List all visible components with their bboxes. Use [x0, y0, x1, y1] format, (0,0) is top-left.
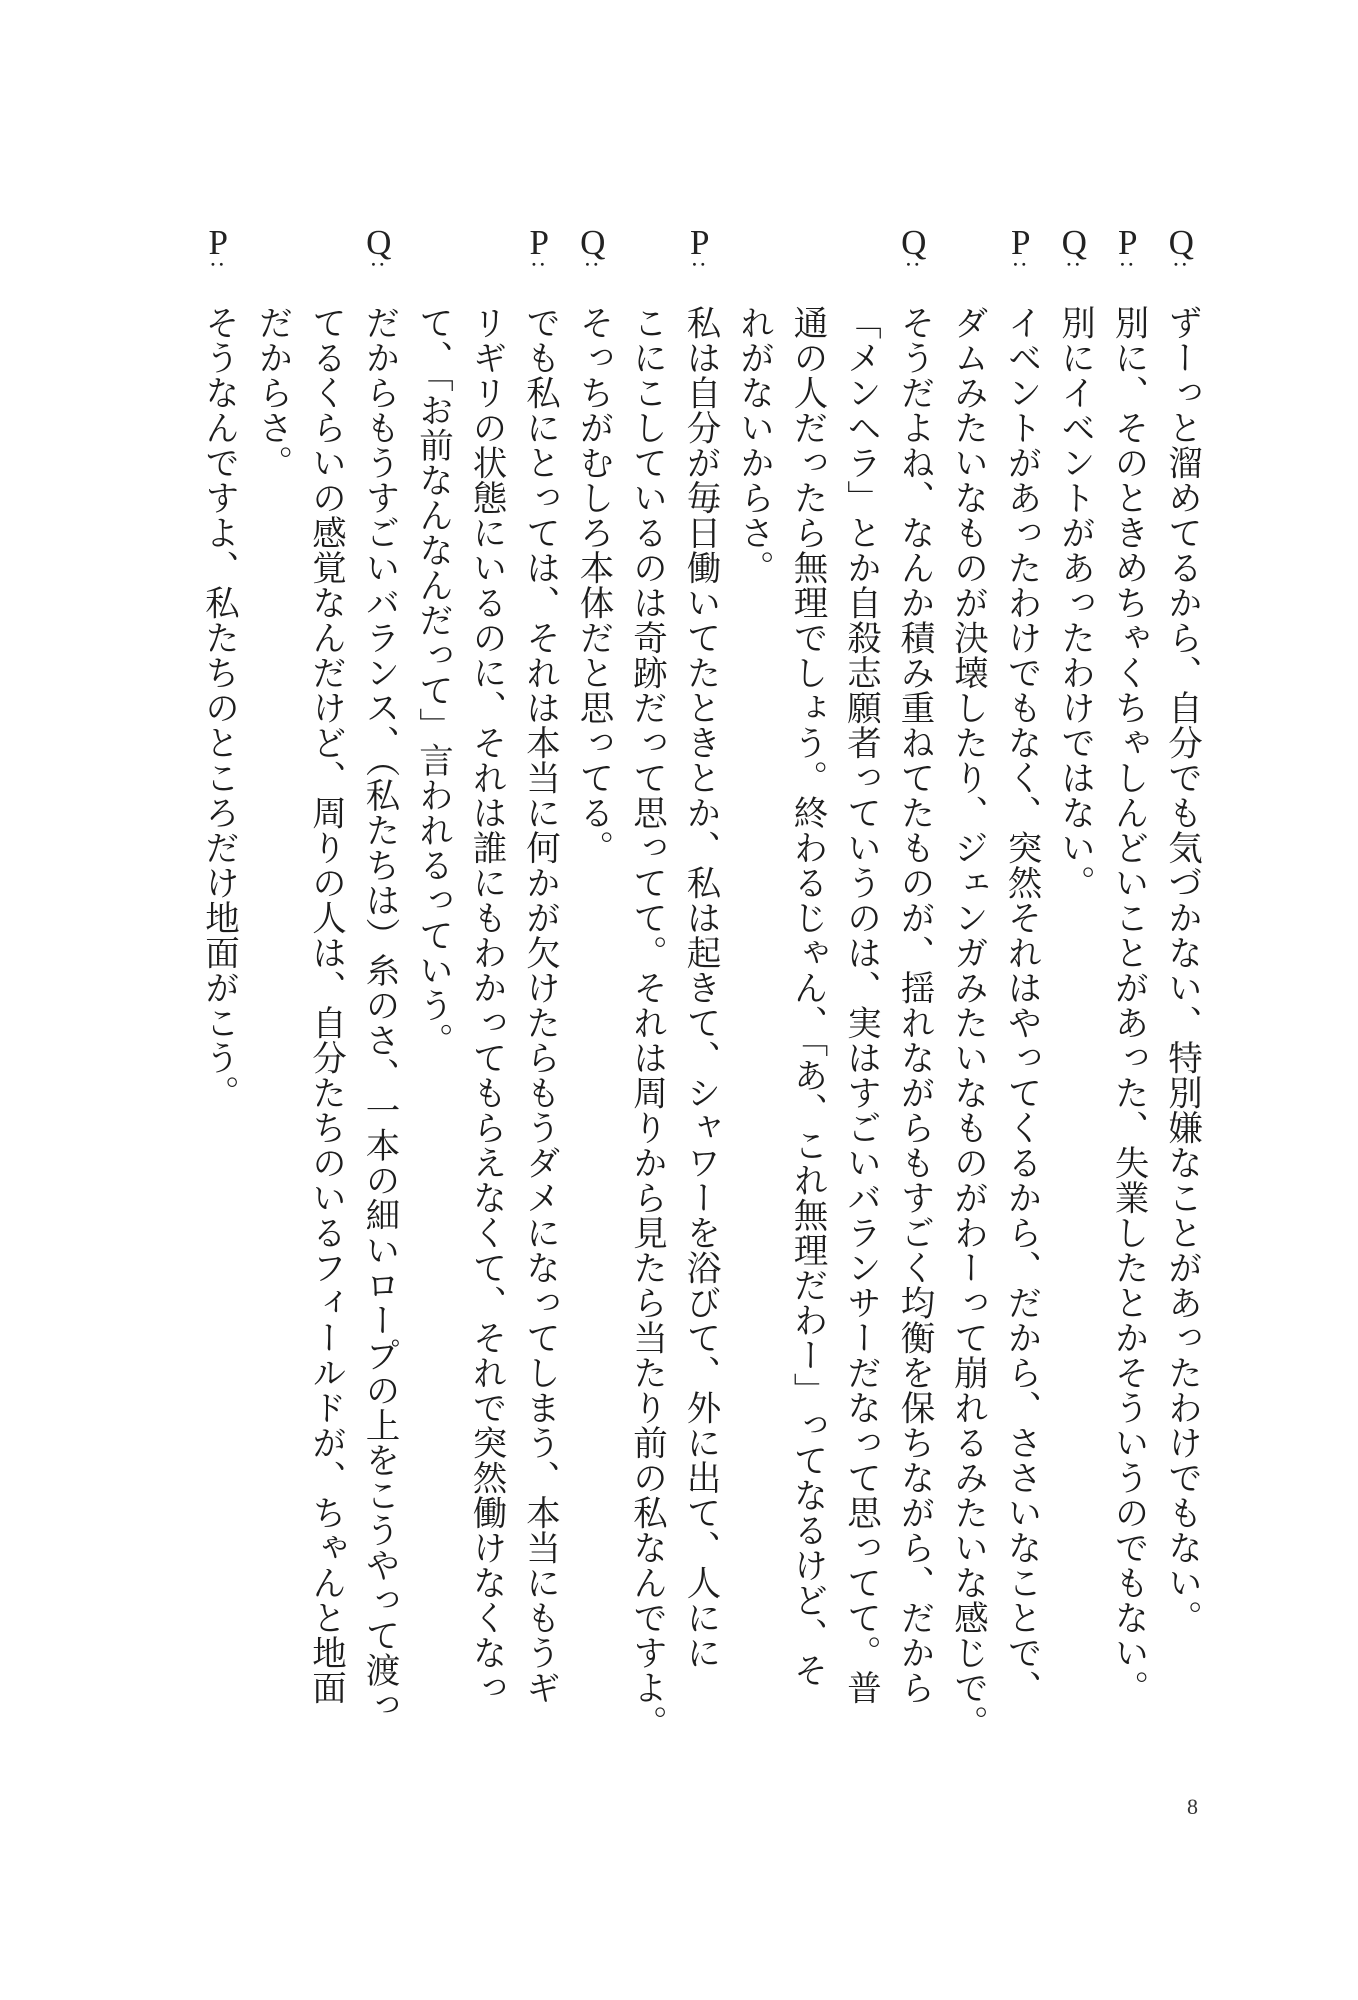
text-column-5 [941, 225, 995, 1740]
dialogue-text: 「メンヘラ」とか自殺志願者っていうのは、実はすごいバランサーだなって思ってて。普 [840, 305, 881, 1705]
dialogue-text: リギリの状態にいるのに、それは誰にもわかってもらえなくて、それで突然働けなくなっ [466, 305, 506, 1705]
text-column-17 [299, 225, 353, 1705]
text-column-12 [566, 225, 620, 1645]
dialogue-text: れがないからさ。 [733, 305, 774, 585]
dialogue-text: ダムみたいなものが決壊したり、ジェンガみたいなものがわーって崩れるみたいな感じで。 [947, 305, 988, 1740]
speaker-label: P : [686, 223, 713, 268]
speaker-label: P : [205, 223, 232, 268]
text-column-3 [1048, 225, 1102, 1645]
text-column-13 [513, 223, 567, 1705]
dialogue-text: だからもうすごいバランス、（私たちは）糸のさ、一本の細いロープの上をこうやって渡っ [359, 305, 399, 1723]
dialogue-text: ずーっと溜めてるから、自分でも気づかない、特別嫌なことがあったわけでもない。 [1161, 305, 1202, 1635]
speaker-label: P : [1007, 223, 1034, 268]
dialogue-text: て、「お前なんなんだって」言われるっていう。 [412, 305, 453, 1058]
dialogue-text: 私は自分が毎日働いてたときとか、私は起きて、シャワーを浴びて、外に出て、人にに [680, 305, 720, 1670]
dialogue-text: 別に、そのときめちゃくちゃしんどいことがあった、失業したとかそういうのでもない。 [1108, 305, 1148, 1705]
text-column-14 [459, 225, 513, 1705]
dialogue-text: でも私にとっては、それは本当に何かが欠けたらもうダメになってしまう、本当にもうギ [519, 305, 560, 1705]
dialogue-text: こにこしているのは奇跡だって思ってて。それは周りから見たら当たり前の私なんですよ。 [626, 305, 667, 1740]
text-column-7 [834, 225, 888, 1705]
text-column-6 [887, 223, 941, 1705]
text-column-10 [673, 223, 727, 1670]
dialogue-text: そうなんですよ、私たちのところだけ地面がこう。 [198, 305, 239, 1110]
dialogue-text: そうだよね、なんか積み重ねてたものが、揺れながらもすごく均衡を保ちながら、だから [894, 305, 934, 1705]
text-column-20 [138, 225, 192, 1645]
text-column-8 [780, 225, 834, 1688]
speaker-label: Q : [1168, 223, 1195, 268]
text-column-11 [620, 225, 674, 1740]
speaker-label: Q : [1061, 223, 1088, 268]
dialogue-text: 通の人だったら無理でしょう。終わるじゃん、「あ、これ無理だわー」ってなるけど、そ [787, 305, 827, 1688]
dialogue-text: てるくらいの感覚なんだけど、周りの人は、自分たちのいるフィールドが、ちゃんと地面 [305, 305, 346, 1705]
text-column-15 [406, 225, 460, 1645]
speaker-label: Q : [579, 223, 606, 268]
speaker-label: P : [526, 223, 553, 268]
speaker-label: P : [1114, 223, 1141, 268]
text-column-9 [727, 225, 781, 1645]
text-column-16 [352, 223, 406, 1723]
text-column-1 [1155, 225, 1209, 1645]
dialogue-text: そっちがむしろ本体だと思ってる。 [573, 305, 613, 865]
speaker-label: Q : [900, 223, 927, 268]
text-column-4 [994, 223, 1048, 1705]
text-column-2 [1101, 223, 1155, 1705]
page-number: 8 [1187, 1794, 1198, 1819]
text-column-18 [245, 225, 299, 1645]
vertical-text-body [128, 223, 1208, 1740]
dialogue-text: 別にイベントがあったわけではない。 [1054, 305, 1095, 900]
dialogue-text: イベントがあったわけでもなく、突然それはやってくるから、だから、ささいなことで、 [1001, 305, 1041, 1705]
speaker-label: Q : [365, 223, 392, 268]
dialogue-text: だからさ。 [252, 305, 292, 480]
text-column-19 [192, 225, 246, 1645]
